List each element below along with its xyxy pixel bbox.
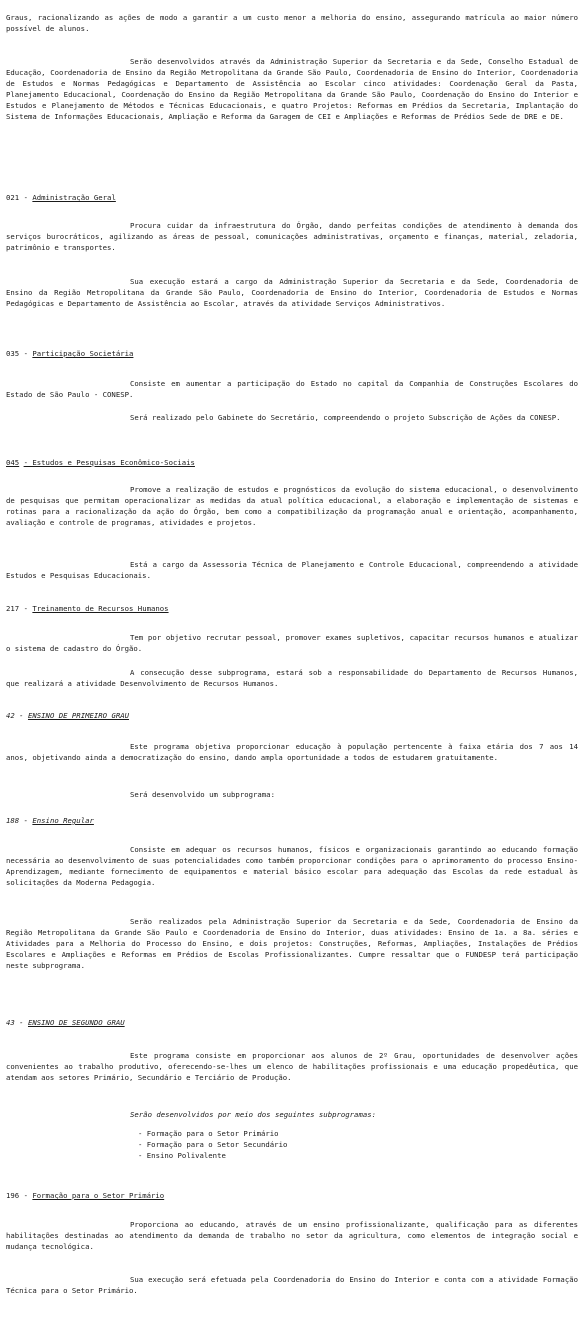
- paragraph: A consecução desse subprograma, estará sob a responsabilidade do Departamento de Recursos Humanos, que realizará a atividade Desenvolvimento de Recursos Humanos.: [6, 668, 578, 688]
- paragraph: Será realizado pelo Gabinete do Secretário, compreendendo o projeto Subscrição de Ações da CONESP.: [130, 413, 561, 422]
- paragraph: Promove a realização de estudos e prognósticos da evolução do sistema educacional, o desenvolvimento de pesquisas que permitam operacionalizar as medidas da atual política educacional, a elaboração e implementação de sistemas e rotinas para a racionalização da ação do Órgão, bem como a compatibilização da programação anual e orientação, acompanhamento, avaliação e controle de programas, atividades e projetos.: [6, 485, 578, 527]
- paragraph: Este programa objetiva proporcionar educação à população pertencente à faixa etária dos 7 aos 14 anos, objetivando ainda a democratização do ensino, dando ampla oportunidade a todos de estudarem gratuitamente.: [6, 742, 578, 762]
- section-heading-045: 045 - Estudos e Pesquisas Econômico-Sociais: [6, 458, 195, 467]
- paragraph: Consiste em aumentar a participação do Estado no capital da Companhia de Construções Escolares do Estado de São Paulo - CONESP.: [6, 379, 578, 399]
- subprogram-list: [6, 1128, 578, 1161]
- paragraph: Consiste em adequar os recursos humanos, físicos e organizacionais garantindo ao educando formação necessária ao desenvolvimento de suas potencialidades como também proporcionar condições para o aprimoramento do processo Ensino-Aprendizagem, mediante fornecimento de equipamentos e material básico escolar para adequação das Escolas da rede estadual às solicitações da Moderna Pedagogia.: [6, 845, 578, 887]
- paragraph: Serão realizados pela Administração Superior da Secretaria e da Sede, Coordenadoria de Ensino da Região Metropolitana da Grande São Paulo e Coordenadoria de Ensino do Interior, duas atividades: Ensino de 1a. a 8a. séries e Atividades para a Melhoria do Processo do Ensino, e dois projetos: Construções, Reformas, Ampliações, Instalações de Prédios Escolares e Ampliações e Reformas em Prédios de Escolas Profissionalizantes. Cumpre ressaltar que o FUNDESP terá participação neste subprograma.: [6, 917, 578, 970]
- section-heading-035: 035 - Participação Societária: [6, 349, 134, 358]
- section-heading-188: 188 - Ensino Regular: [6, 816, 94, 825]
- section-heading-196: 196 - Formação para o Setor Primário: [6, 1191, 165, 1200]
- list-item: - Formação para o Setor Primário: [138, 1129, 279, 1138]
- paragraph: Procura cuidar da infraestrutura do Órgão, dando perfeitas condições de atendimento à demanda dos serviços burocráticos, agilizando as áreas de pessoal, comunicações administrativas, orçamento e finanças, material, zeladoria, patrimônio e transportes.: [6, 221, 578, 252]
- paragraph: Graus, racionalizando as ações de modo a garantir a um custo menor a melhoria do ensino, assegurando matrícula ao maior número possível de alunos.: [6, 13, 578, 33]
- list-item: - Ensino Polivalente: [138, 1151, 226, 1160]
- paragraph: Sua execução será efetuada pela Coordenadoria do Ensino do Interior e conta com a atividade Formação Técnica para o Setor Primário.: [6, 1275, 578, 1295]
- paragraph: Está a cargo da Assessoria Técnica de Planejamento e Controle Educacional, compreendendo a atividade Estudos e Pesquisas Educacionais.: [6, 560, 578, 580]
- paragraph: Proporciona ao educando, através de um ensino profissionalizante, qualificação para as diferentes habilitações destinadas ao atendimento da demanda de trabalho no setor da agricultura, como elementos de integração social e mudança tecnológica.: [6, 1220, 578, 1251]
- list-item: - Formação para o Setor Secundário: [138, 1140, 288, 1149]
- paragraph: Sua execução estará a cargo da Administração Superior da Secretaria e da Sede, Coordenadoria de Ensino da Região Metropolitana da Grande São Paulo, Coordenadoria de Ensino do Interior, Coordenadoria de Estudos e Normas Pedagógicas e Departamento de Assistência ao Escolar, através da atividade Serviços Administrativos.: [6, 277, 578, 308]
- paragraph: Serão desenvolvidos por meio dos seguintes subprogramas:: [130, 1110, 377, 1119]
- section-heading-217: 217 - Treinamento de Recursos Humanos: [6, 604, 169, 613]
- paragraph: Este programa consiste em proporcionar aos alunos de 2º Grau, oportunidades de desenvolver ações convenientes ao trabalho produtivo, oferecendo-se-lhes um elenco de habilitações profissionais e uma educação propedêutica, que atendam aos setores Primário, Secundário e Terciário de Produção.: [6, 1051, 578, 1082]
- paragraph: Serão desenvolvidos através da Administração Superior da Secretaria e da Sede, Conselho Estadual de Educação, Coordenadoria de Ensino da Região Metropolitana da Grande São Paulo, Coordenadoria de Ensino do Interior, Coordenadoria de Estudos e Normas Pedagógicas e Departamento de Assistência ao Escolar cinco atividades: Coordenação Geral da Pasta, Planejamento Educacional, Coordenação do Ensino da Região Metropolitana da Grande São Paulo, Coordenação do Ensino do Interior e Estudos e Planejamento de Métodos e Técnicas Educacionais, e quatro Projetos: Reformas em Prédios da Secretaria, Implantação do Sistema de Informações Educacionais, Ampliação e Reforma da Garagem de CEI e Ampliações e Reformas de Prédios Sede de DRE e DE.: [6, 57, 578, 121]
- section-heading-42: 42 - ENSINO DE PRIMEIRO GRAU: [6, 711, 130, 720]
- paragraph: Será desenvolvido um subprograma:: [130, 790, 275, 799]
- section-heading-43: 43 - ENSINO DE SEGUNDO GRAU: [6, 1018, 125, 1027]
- section-heading-021: 021 - Administração Geral: [6, 193, 116, 202]
- paragraph: Tem por objetivo recrutar pessoal, promover exames supletivos, capacitar recursos humanos e atualizar o sistema de cadastro do Órgão.: [6, 633, 578, 653]
